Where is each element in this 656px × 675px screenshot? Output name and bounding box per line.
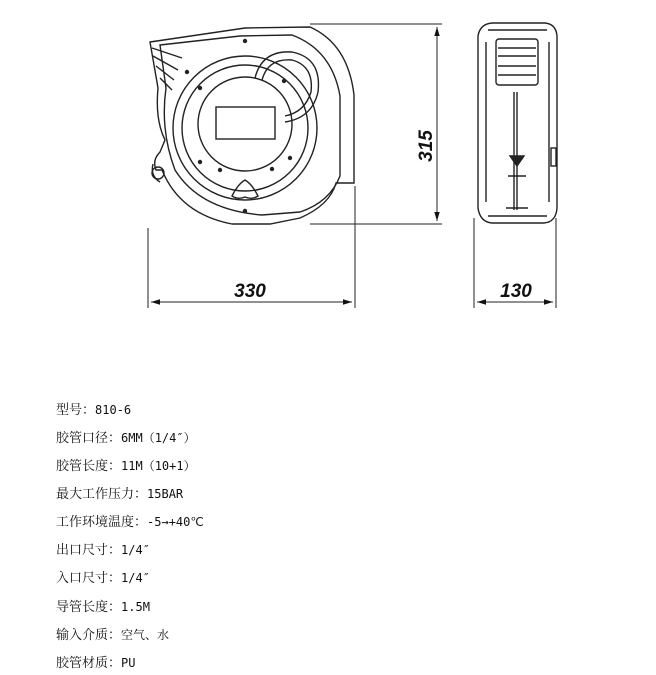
spec-label: 胶管口径： — [56, 431, 122, 446]
side-grip — [496, 39, 538, 85]
spec-value: 810-6 — [95, 403, 132, 417]
spec-max-pressure — [56, 486, 183, 503]
side-view — [478, 23, 557, 223]
spec-label: 出口尺寸： — [56, 543, 122, 558]
spec-lead-hose-length — [56, 599, 150, 616]
spec-model — [56, 402, 131, 419]
spade-notch — [232, 180, 258, 198]
spec-hose-length — [56, 458, 196, 475]
spec-label: 型号： — [56, 403, 96, 418]
spec-label: 导管长度： — [56, 600, 122, 615]
spec-value: 空气、水 — [121, 628, 170, 642]
spec-label: 胶管长度： — [56, 459, 122, 474]
side-width-label: 130 — [500, 281, 532, 302]
spec-label: 工作环境温度： — [56, 515, 148, 530]
spec-value: 11M（10+1） — [121, 459, 196, 473]
spec-value: 1/4″ — [121, 571, 150, 585]
spec-hose-diameter — [56, 430, 196, 447]
front-width-label: 330 — [234, 281, 266, 302]
inner-dial — [198, 77, 292, 171]
spec-value: 1.5M — [121, 600, 150, 614]
spec-input-medium — [56, 627, 169, 644]
spec-value: 1/4″ — [121, 543, 150, 557]
spec-value: 15BAR — [147, 487, 184, 501]
spec-value: -5→+40℃ — [147, 515, 204, 529]
spec-operating-temperature — [56, 514, 204, 531]
spec-inlet-size — [56, 570, 150, 587]
spec-outlet-size — [56, 542, 150, 559]
hose-stopper — [510, 156, 524, 166]
label-window — [216, 107, 275, 139]
front-height-label: 315 — [416, 130, 437, 162]
hose-guide — [152, 48, 182, 90]
front-plate — [160, 35, 340, 215]
spec-label: 入口尺寸： — [56, 571, 122, 586]
spec-value: 6MM（1/4″） — [121, 431, 196, 445]
mount-hole — [152, 167, 164, 179]
spec-label: 输入介质： — [56, 628, 122, 643]
top-lobe — [255, 52, 318, 122]
spec-hose-material — [56, 655, 135, 672]
spec-label: 胶管材质： — [56, 656, 122, 671]
spec-label: 最大工作压力： — [56, 487, 148, 502]
front-view — [150, 27, 354, 224]
spec-value: PU — [121, 656, 136, 670]
